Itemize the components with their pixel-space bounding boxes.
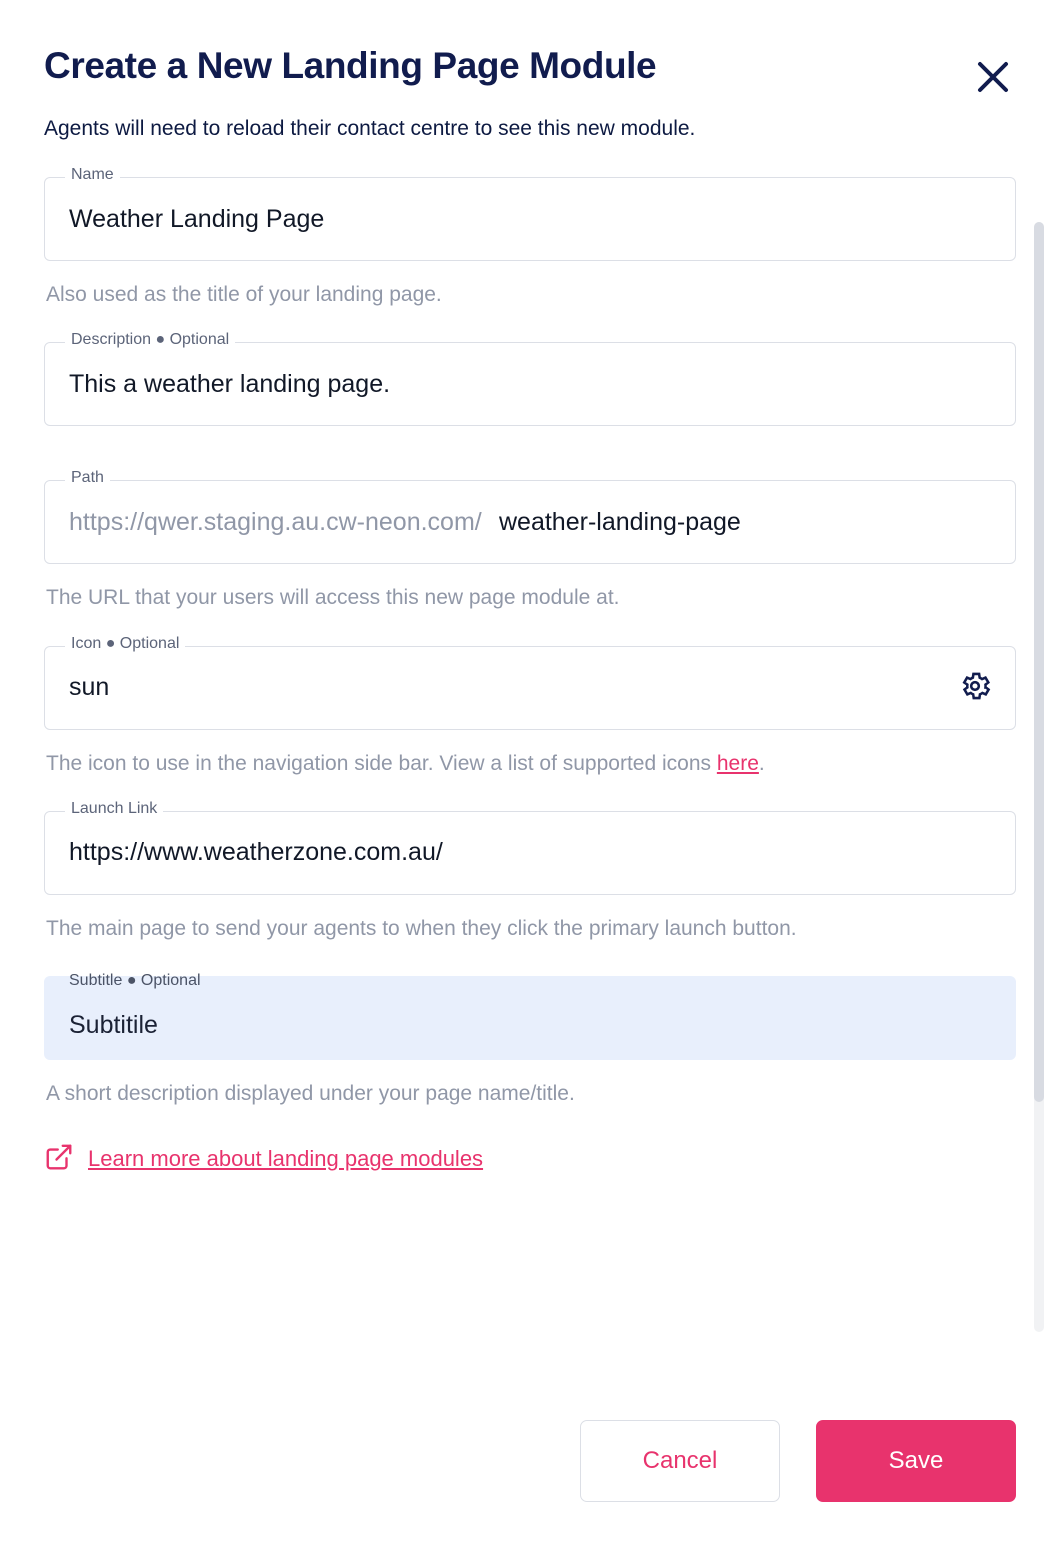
icon-picker-button[interactable]: [953, 666, 997, 710]
supported-icons-link[interactable]: here: [716, 751, 759, 775]
description-field-block: [44, 331, 1016, 456]
cancel-button[interactable]: Cancel: [580, 1420, 780, 1502]
description-input[interactable]: [69, 370, 991, 399]
subtitle-field-label: Subtitle ● Optional: [69, 972, 201, 990]
path-field[interactable]: [44, 469, 1016, 564]
launch-link-helper-text: The main page to send your agents to when they click the primary launch button.: [46, 916, 797, 940]
subtitle-input[interactable]: [69, 1011, 991, 1040]
page-title: Create a New Landing Page Module: [44, 45, 657, 86]
learn-more-row[interactable]: [44, 1142, 1016, 1177]
name-helper-text: Also used as the title of your landing page.: [46, 283, 442, 307]
subtitle-field[interactable]: [44, 972, 1016, 1060]
gear-icon: [958, 669, 992, 706]
save-button[interactable]: Save: [816, 1420, 1016, 1502]
path-field-block: [44, 469, 1016, 611]
external-link-icon: [44, 1142, 74, 1177]
description-field-label: Description ● Optional: [65, 332, 235, 348]
subtitle-helper-text: A short description displayed under your page name/title.: [46, 1082, 575, 1106]
dialog-subtitle: Agents will need to reload their contact centre to see this new module.: [44, 116, 696, 140]
icon-field-label: Icon ● Optional: [65, 636, 185, 652]
subtitle-field-block: [44, 972, 1016, 1107]
launch-link-input[interactable]: [69, 838, 991, 867]
launch-link-field-label: Launch Link: [65, 801, 163, 817]
close-button[interactable]: [970, 54, 1016, 100]
path-input[interactable]: [499, 508, 991, 537]
dialog-footer: [0, 1420, 1060, 1502]
dialog-header: [0, 0, 1060, 143]
description-helper-spacer: [46, 446, 1016, 456]
learn-more-link[interactable]: Learn more about landing page modules: [88, 1146, 484, 1172]
icon-field[interactable]: [44, 634, 1016, 730]
launch-link-field-block: [44, 799, 1016, 942]
path-helper-text: The URL that your users will access this new page module at.: [46, 586, 620, 610]
name-input[interactable]: [69, 205, 991, 234]
description-field[interactable]: [44, 331, 1016, 426]
name-field[interactable]: [44, 166, 1016, 261]
icon-helper-before: The icon to use in the navigation side bar. View a list of supported icons: [46, 751, 717, 775]
scrollbar[interactable]: [1034, 222, 1044, 1332]
icon-helper-after: .: [758, 751, 765, 775]
scrollbar-thumb[interactable]: [1034, 222, 1044, 1102]
close-icon: [976, 60, 1010, 94]
form-scroll-area[interactable]: [0, 166, 1060, 1297]
icon-input[interactable]: [69, 673, 991, 702]
launch-link-field[interactable]: [44, 799, 1016, 895]
icon-field-block: [44, 634, 1016, 777]
name-field-label: Name: [65, 167, 120, 183]
name-field-block: [44, 166, 1016, 308]
icon-helper-text: [46, 750, 1016, 777]
path-prefix: https://qwer.staging.au.cw-neon.com/: [69, 507, 482, 536]
path-field-label: Path: [65, 470, 110, 486]
